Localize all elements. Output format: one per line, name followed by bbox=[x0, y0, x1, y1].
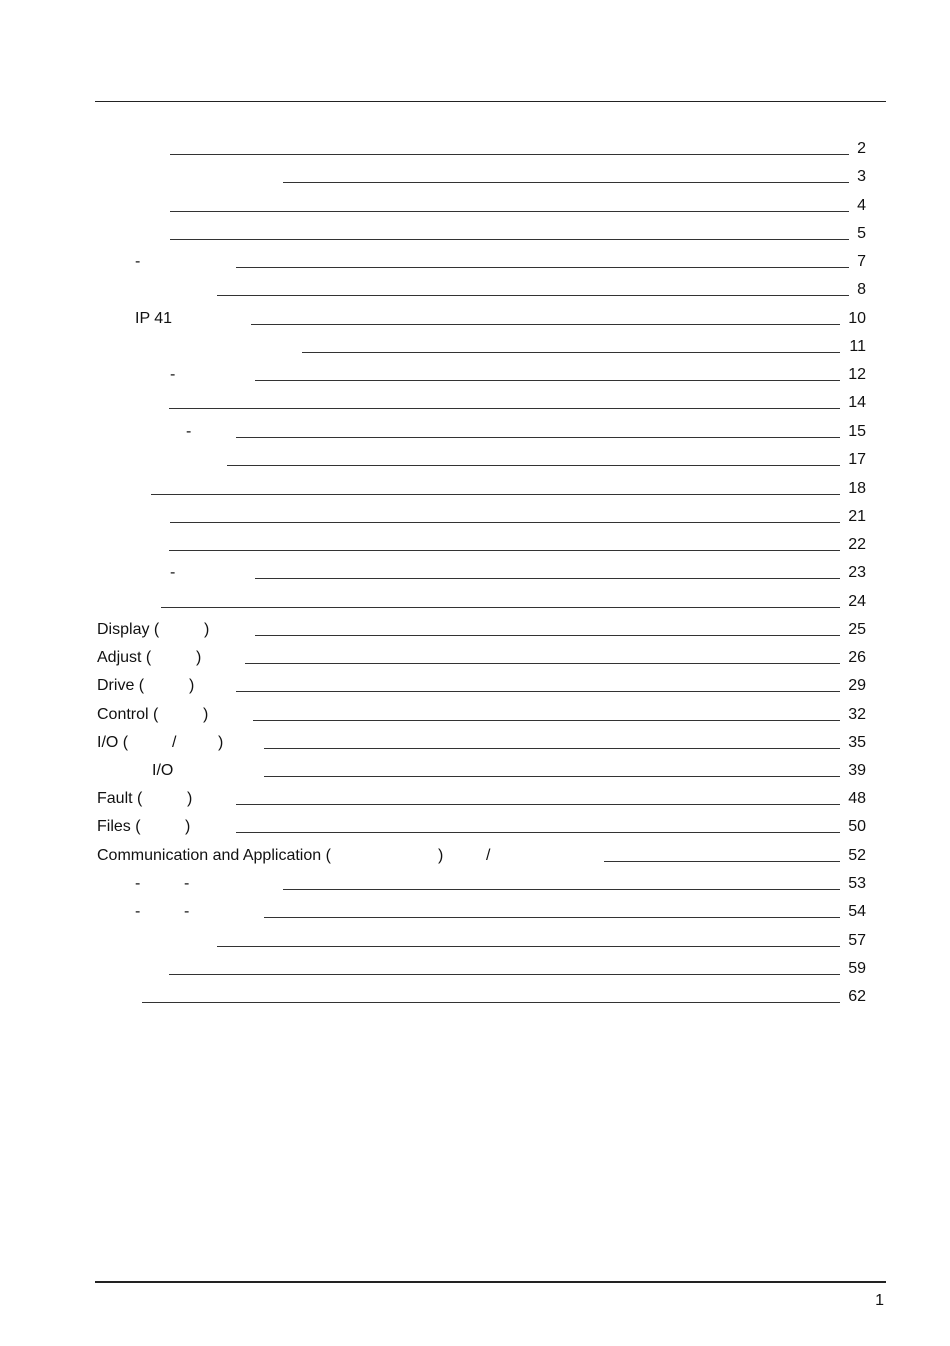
toc-page-number: 22 bbox=[848, 536, 866, 553]
toc-entry-title: ) bbox=[185, 818, 191, 835]
toc-page-number: 25 bbox=[848, 621, 866, 638]
toc-entry-title: Communication and Application ( bbox=[97, 847, 331, 864]
toc-leader-line bbox=[217, 946, 840, 947]
toc-leader-line bbox=[264, 776, 840, 777]
toc-leader-line bbox=[253, 720, 840, 721]
toc-page-number: 2 bbox=[857, 140, 866, 157]
toc-entry-title: Control ( bbox=[97, 706, 159, 723]
toc-entry-title: ) bbox=[218, 734, 224, 751]
toc-leader-line bbox=[604, 861, 840, 862]
toc-leader-line bbox=[236, 832, 840, 833]
toc-entry-title: I/O bbox=[152, 762, 174, 779]
toc-entry bbox=[0, 620, 950, 640]
toc-page-number: 3 bbox=[857, 168, 866, 185]
toc-entry bbox=[0, 167, 950, 187]
toc-entry-title: / bbox=[172, 734, 177, 751]
toc-page-number: 62 bbox=[848, 988, 866, 1005]
toc-entry bbox=[0, 987, 950, 1007]
toc-entry bbox=[0, 733, 950, 753]
toc-entry-title: Display ( bbox=[97, 621, 160, 638]
toc-page-number: 35 bbox=[848, 734, 866, 751]
toc-entry bbox=[0, 309, 950, 329]
toc-leader-line bbox=[169, 974, 840, 975]
toc-entry-title: ) bbox=[204, 621, 210, 638]
toc-entry-title: I/O ( bbox=[97, 734, 129, 751]
toc-entry bbox=[0, 817, 950, 837]
toc-entry bbox=[0, 931, 950, 951]
toc-entry-title: ) bbox=[203, 706, 209, 723]
toc-entry bbox=[0, 648, 950, 668]
toc-leader-line bbox=[255, 380, 840, 381]
toc-page-number: 23 bbox=[848, 564, 866, 581]
toc-entry-title: Fault ( bbox=[97, 790, 143, 807]
toc-entry bbox=[0, 280, 950, 300]
toc-page-number: 18 bbox=[848, 480, 866, 497]
toc-page-number: 59 bbox=[848, 960, 866, 977]
toc-leader-line bbox=[236, 691, 840, 692]
toc-entry bbox=[0, 139, 950, 159]
toc-entry bbox=[0, 196, 950, 216]
toc-page-number: 10 bbox=[848, 310, 866, 327]
toc-leader-line bbox=[236, 267, 849, 268]
footer-rule bbox=[95, 1281, 886, 1283]
toc-page-number: 39 bbox=[848, 762, 866, 779]
toc-page-number: 29 bbox=[848, 677, 866, 694]
toc-entry-title: - bbox=[170, 564, 176, 581]
toc-page-number: 8 bbox=[857, 281, 866, 298]
toc-page-number: 48 bbox=[848, 790, 866, 807]
toc-page-number: 12 bbox=[848, 366, 866, 383]
toc-entry bbox=[0, 705, 950, 725]
toc-entry bbox=[0, 592, 950, 612]
toc-entry bbox=[0, 676, 950, 696]
toc-entry-title: - bbox=[184, 875, 190, 892]
toc-entry bbox=[0, 422, 950, 442]
toc-entry bbox=[0, 365, 950, 385]
toc-page-number: 52 bbox=[848, 847, 866, 864]
toc-page-number: 14 bbox=[848, 394, 866, 411]
toc-leader-line bbox=[264, 748, 840, 749]
toc-page-number: 5 bbox=[857, 225, 866, 242]
toc-leader-line bbox=[170, 211, 849, 212]
page-number: 1 bbox=[875, 1292, 884, 1309]
toc-entry bbox=[0, 224, 950, 244]
toc-entry-title: - bbox=[135, 903, 141, 920]
toc-entry-title: / bbox=[486, 847, 491, 864]
toc-entry-title: IP 41 bbox=[135, 310, 173, 327]
toc-entry-title: - bbox=[170, 366, 176, 383]
toc-entry-title: ) bbox=[438, 847, 444, 864]
toc-entry-title: Adjust ( bbox=[97, 649, 152, 666]
toc-entry bbox=[0, 393, 950, 413]
toc-page-number: 4 bbox=[857, 197, 866, 214]
toc-leader-line bbox=[236, 804, 840, 805]
toc-entry bbox=[0, 535, 950, 555]
toc-leader-line bbox=[170, 154, 849, 155]
toc-entry-title: - bbox=[184, 903, 190, 920]
toc-entry bbox=[0, 761, 950, 781]
toc-entry bbox=[0, 507, 950, 527]
toc-leader-line bbox=[255, 635, 840, 636]
toc-entry bbox=[0, 846, 950, 866]
toc-entry-title: Files ( bbox=[97, 818, 141, 835]
toc-leader-line bbox=[142, 1002, 840, 1003]
toc-leader-line bbox=[217, 295, 849, 296]
toc-page-number: 21 bbox=[848, 508, 866, 525]
toc-page-number: 53 bbox=[848, 875, 866, 892]
toc-entry bbox=[0, 252, 950, 272]
toc-entry-title: Drive ( bbox=[97, 677, 145, 694]
toc-page-number: 26 bbox=[848, 649, 866, 666]
toc-leader-line bbox=[170, 239, 849, 240]
toc-entry bbox=[0, 479, 950, 499]
toc-leader-line bbox=[251, 324, 840, 325]
toc-leader-line bbox=[236, 437, 840, 438]
toc-entry bbox=[0, 789, 950, 809]
toc-page-number: 11 bbox=[849, 338, 866, 355]
toc-entry bbox=[0, 959, 950, 979]
toc-entry-title: ) bbox=[187, 790, 193, 807]
toc-leader-line bbox=[302, 352, 840, 353]
toc-leader-line bbox=[227, 465, 840, 466]
toc-leader-line bbox=[170, 522, 840, 523]
toc-entry-title: ) bbox=[189, 677, 195, 694]
toc-entry-title: - bbox=[135, 253, 141, 270]
toc-page-number: 54 bbox=[848, 903, 866, 920]
toc-page-number: 57 bbox=[848, 932, 866, 949]
toc-entry bbox=[0, 874, 950, 894]
toc-leader-line bbox=[245, 663, 840, 664]
toc-leader-line bbox=[169, 550, 840, 551]
toc-entry-title: - bbox=[135, 875, 141, 892]
toc-page-number: 7 bbox=[857, 253, 866, 270]
toc-page-number: 15 bbox=[848, 423, 866, 440]
toc-entry-title: ) bbox=[196, 649, 202, 666]
toc-page-number: 32 bbox=[848, 706, 866, 723]
toc-page-number: 50 bbox=[848, 818, 866, 835]
toc-page-number: 24 bbox=[848, 593, 866, 610]
toc-entry-title: - bbox=[186, 423, 192, 440]
toc-leader-line bbox=[255, 578, 840, 579]
toc-entry bbox=[0, 902, 950, 922]
toc-leader-line bbox=[283, 182, 849, 183]
toc-entry bbox=[0, 337, 950, 357]
toc-leader-line bbox=[151, 494, 840, 495]
toc-leader-line bbox=[169, 408, 840, 409]
toc-page-number: 17 bbox=[848, 451, 866, 468]
toc-entry bbox=[0, 563, 950, 583]
toc-leader-line bbox=[264, 917, 840, 918]
toc-leader-line bbox=[283, 889, 840, 890]
toc-leader-line bbox=[161, 607, 840, 608]
toc-entry bbox=[0, 450, 950, 470]
